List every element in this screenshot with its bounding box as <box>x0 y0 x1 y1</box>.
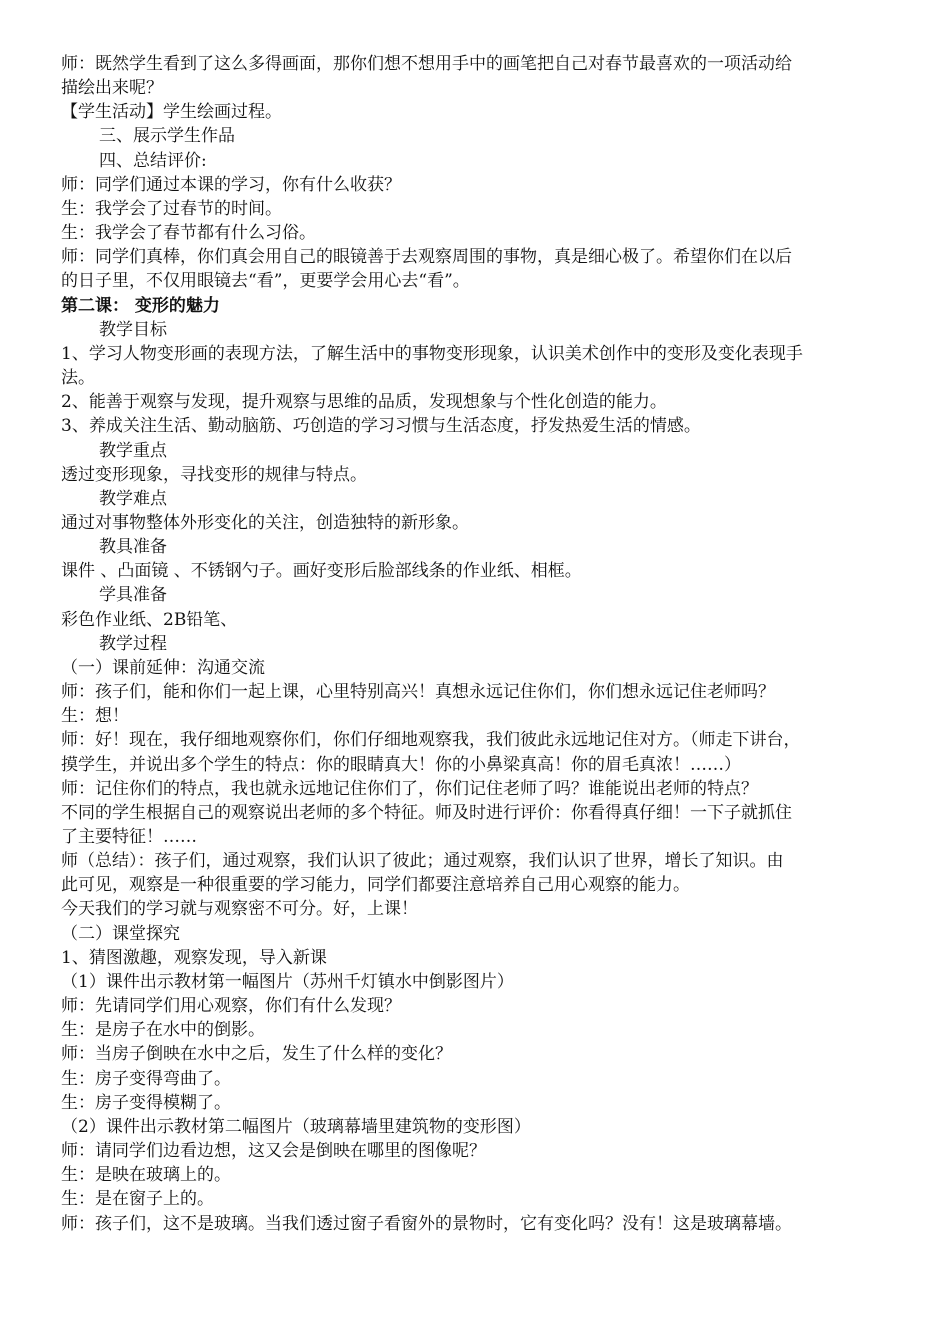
dialogue-line: 生：是在窗子上的。 <box>61 1189 214 1210</box>
dialogue-line: 师：同学们真棒，你们真会用自己的眼镜善于去观察周围的事物，真是细心极了。希望你们在以后 <box>61 247 792 268</box>
dialogue-line: 摸学生，并说出多个学生的特点：你的眼睛真大！你的小鼻梁真高！你的眉毛真浓！……） <box>61 754 741 775</box>
section-heading: 教学目标 <box>99 319 167 340</box>
dialogue-line: 的日子里，不仅用眼镜去“看”，更要学会用心去“看”。 <box>61 271 470 292</box>
goal-item: 2、能善于观察与发现，提升观察与思维的品质，发现想象与个性化创造的能力。 <box>61 392 667 413</box>
goal-item: 法。 <box>61 368 95 389</box>
document-page <box>61 52 901 1236</box>
dialogue-line: 师：当房子倒映在水中之后，发生了什么样的变化？ <box>61 1044 452 1065</box>
step-heading: 四、总结评价: <box>99 150 207 171</box>
step-heading: 三、展示学生作品 <box>99 126 235 147</box>
subsection-heading: （二）课堂探究 <box>61 923 180 944</box>
goal-item: 3、养成关注生活、勤动脑筋、巧创造的学习习惯与生活态度，抒发热爱生活的情感。 <box>61 416 701 437</box>
dialogue-line: 生：是房子在水中的倒影。 <box>61 1020 265 1041</box>
dialogue-line: 生：想！ <box>61 706 129 727</box>
dialogue-line: 师：孩子们，这不是玻璃。当我们透过窗子看窗外的景物时，它有变化吗？没有！这是玻璃幕墙。 <box>61 1213 792 1234</box>
picture-note: （2）课件出示教材第二幅图片（玻璃幕墙里建筑物的变形图） <box>61 1116 531 1137</box>
dialogue-line: 师：好！现在，我仔细地观察你们，你们仔细地观察我，我们彼此永远地记住对方。（师走下讲台， <box>61 730 801 751</box>
dialogue-line: 师：孩子们，能和你们一起上课，心里特别高兴！真想永远记住你们，你们想永远记住老师吗？ <box>61 682 775 703</box>
paragraph: 通过对事物整体外形变化的关注，创造独特的新形象。 <box>61 512 469 533</box>
dialogue-line: 师：先请同学们用心观察，你们有什么发现？ <box>61 996 401 1017</box>
picture-note: （1）课件出示教材第一幅图片（苏州千灯镇水中倒影图片） <box>61 971 514 992</box>
subsection-heading: （一）课前延伸：沟通交流 <box>61 657 265 678</box>
student-activity: 【学生活动】学生绘画过程。 <box>61 102 282 123</box>
dialogue-line: 了主要特征！…… <box>61 827 197 847</box>
section-heading: 教学难点 <box>99 488 167 509</box>
section-heading: 教学重点 <box>99 440 167 461</box>
dialogue-line: 师：请同学们边看边想，这又会是倒映在哪里的图像呢？ <box>61 1141 486 1162</box>
lesson-title: 第二课： 变形的魅力 <box>61 295 220 316</box>
dialogue-line: 此可见，观察是一种很重要的学习能力，同学们都要注意培养自己用心观察的能力。 <box>61 875 690 896</box>
paragraph: 师：既然学生看到了这么多得画面，那你们想不想用手中的画笔把自己对春节最喜欢的一项活动给 <box>61 54 792 74</box>
dialogue-line: 师：同学们通过本课的学习，你有什么收获？ <box>61 174 401 195</box>
dialogue-line: 师（总结）：孩子们，通过观察，我们认识了彼此；通过观察，我们认识了世界，增长了知识。由 <box>61 851 784 872</box>
dialogue-line: 生：房子变得模糊了。 <box>61 1092 231 1113</box>
step-heading: 1、猜图激趣，观察发现，导入新课 <box>61 947 327 968</box>
dialogue-line: 生：是映在玻璃上的。 <box>61 1165 231 1186</box>
goal-item: 1、学习人物变形画的表现方法，了解生活中的事物变形现象，认识美术创作中的变形及变化表现手 <box>61 343 803 364</box>
paragraph: 课件 、凸面镜 、不锈钢勺子。画好变形后脸部线条的作业纸、相框。 <box>61 561 582 582</box>
dialogue-line: 不同的学生根据自己的观察说出老师的多个特征。师及时进行评价：你看得真仔细！一下子就抓住 <box>61 802 792 823</box>
dialogue-line: 生：我学会了过春节的时间。 <box>61 198 282 219</box>
dialogue-line: 今天我们的学习就与观察密不可分。好，上课！ <box>61 899 418 920</box>
dialogue-line: 师：记住你们的特点，我也就永远地记住你们了，你们记住老师了吗？谁能说出老师的特点？ <box>61 778 758 799</box>
section-heading: 教学过程 <box>99 633 167 654</box>
paragraph: 透过变形现象，寻找变形的规律与特点。 <box>61 464 367 485</box>
section-heading: 教具准备 <box>99 537 167 558</box>
dialogue-line: 生：房子变得弯曲了。 <box>61 1068 231 1089</box>
section-heading: 学具准备 <box>99 585 167 606</box>
paragraph: 描绘出来呢？ <box>61 78 163 99</box>
dialogue-line: 生：我学会了春节都有什么习俗。 <box>61 223 316 244</box>
paragraph: 彩色作业纸、2B铅笔、 <box>61 609 238 630</box>
